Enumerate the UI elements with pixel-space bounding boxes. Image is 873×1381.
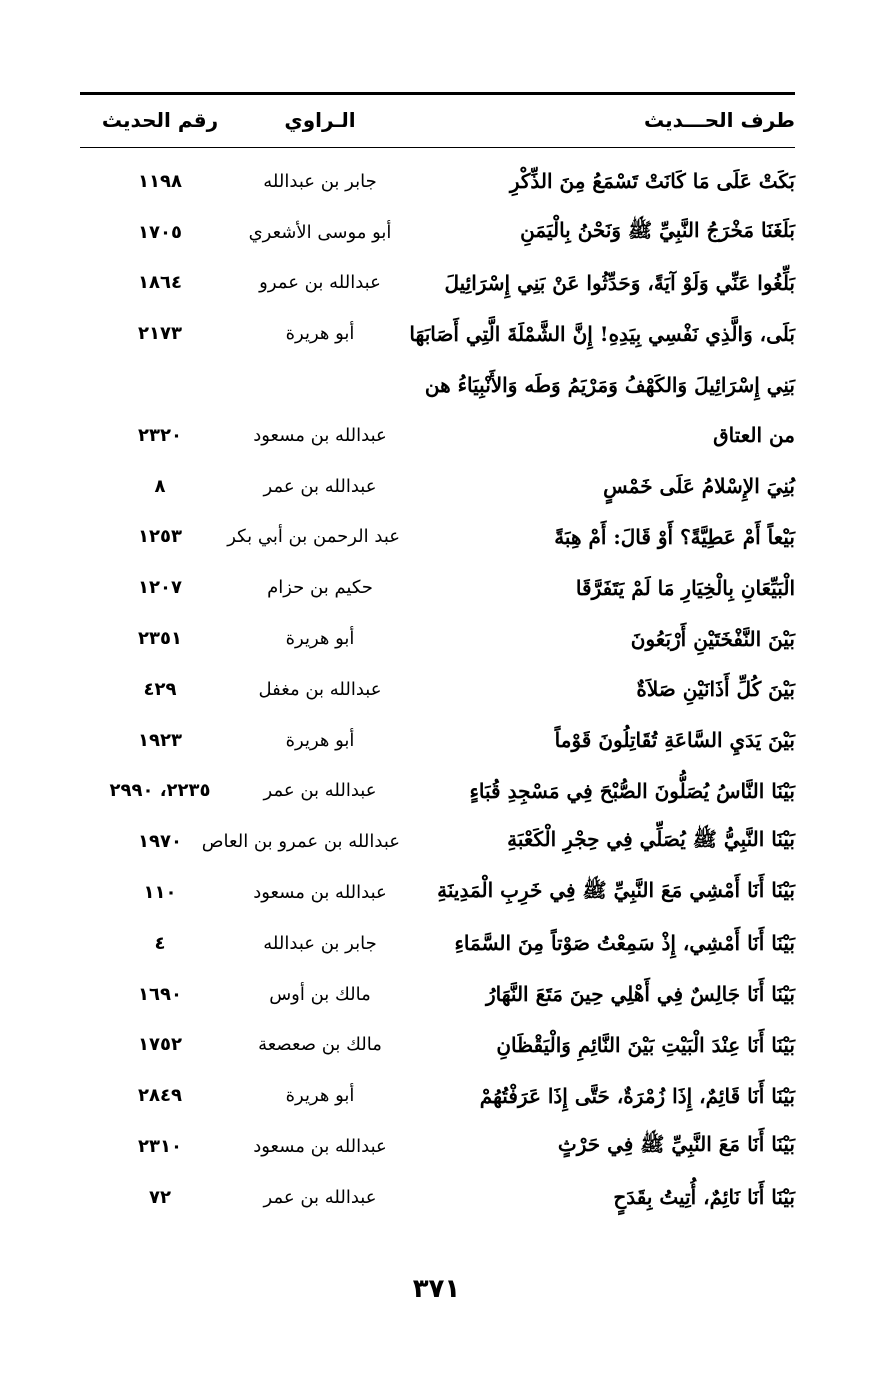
hadith-number: ١١٠ (143, 882, 177, 904)
table-row (80, 766, 795, 817)
hadith-text: بَيْنَا أَنَا أَمْشِي، إِذْ سَمِعْتُ صَوْتاً مِنَ السَّمَاءِ (454, 931, 795, 956)
header-rule (80, 147, 795, 148)
table-row (80, 715, 795, 766)
hadith-text: بَيْنَا النَّاسُ يُصَلُّونَ الصُّبْحَ فِي مَسْجِدِ قُبَاءٍ (469, 778, 795, 803)
header-number: رقم الحديث (101, 108, 219, 132)
narrator-name: عبدالله بن عمرو (259, 272, 381, 294)
narrator-name: عبد الرحمن بن أبي بكر (227, 526, 400, 548)
hadith-number: ١٧٠٥ (138, 221, 182, 243)
hadith-number: ١٩٢٣ (138, 729, 182, 751)
hadith-number: ١٢٥٣ (138, 526, 182, 548)
table-row (80, 207, 795, 258)
hadith-number: ١٧٥٢ (138, 1034, 182, 1056)
narrator-name: عبدالله بن مسعود (253, 882, 387, 904)
hadith-text: بَيْنَا أَنَا عِنْدَ الْبَيْتِ بَيْنَ النَّائِمِ وَالْيَقْظَانِ (496, 1032, 795, 1057)
hadith-number: ٢١٧٣ (138, 323, 182, 345)
table-row (80, 664, 795, 715)
hadith-number: ٢٣٢٠ (138, 424, 182, 446)
narrator-name: أبو هريرة (285, 628, 355, 650)
hadith-text: بَيْنَ يَدَيِ السَّاعَةِ تُقَاتِلُونَ قَوْماً (554, 728, 795, 753)
table-row (80, 918, 795, 969)
hadith-number: ٨ (154, 475, 166, 497)
hadith-number: ١٦٩٠ (138, 983, 182, 1005)
hadith-number: ٢٨٤٩ (138, 1085, 182, 1107)
narrator-name: أبو هريرة (285, 323, 355, 345)
narrator-name: عبدالله بن مسعود (253, 1136, 387, 1158)
table-row (80, 258, 795, 309)
hadith-text: بَيْنَا أَنَا نَائِمٌ، أُتِيتُ بِقَدَحٍ (613, 1185, 795, 1210)
hadith-text: بَيْنَا أَنَا قَائِمٌ، إِذَا زُمْرَةٌ، حَتَّى إِذَا عَرَفْتُهُمْ (479, 1083, 795, 1108)
hadith-text: بَيْنَ النَّفْخَتَيْنِ أَرْبَعُونَ (630, 626, 795, 651)
hadith-number: ٤٢٩ (143, 678, 177, 700)
narrator-name: حكيم بن حزام (267, 577, 373, 599)
top-rule (80, 92, 795, 95)
index-page (80, 92, 795, 1212)
table-row (80, 512, 795, 563)
hadith-text: بَيْنَا أَنَا جَالِسٌ فِي أَهْلِي حِينَ مَتَعَ النَّهَارُ (485, 982, 795, 1007)
table-row (80, 1020, 795, 1071)
table-row (80, 969, 795, 1020)
hadith-text: الْبَيِّعَانِ بِالْخِيَارِ مَا لَمْ يَتَفَرَّقَا (575, 575, 795, 600)
narrator-name: عبدالله بن عمر (263, 1186, 377, 1208)
table-row (80, 156, 795, 207)
hadith-text: بَيْنَا أَنَا أَمْشِي مَعَ النَّبِيِّ ﷺ فِي خَرِبِ الْمَدِينَةِ (437, 878, 795, 903)
table-row (80, 1121, 795, 1172)
table-row (80, 410, 795, 461)
hadith-number: ٢٣١٠ (138, 1136, 182, 1158)
page-number: ٣٧١ (412, 1274, 461, 1304)
hadith-number: ٤ (154, 932, 166, 954)
table-row (80, 1172, 795, 1223)
narrator-name: عبدالله بن عمر (263, 475, 377, 497)
table-row (80, 1070, 795, 1121)
table-row (80, 562, 795, 613)
hadith-text: من العتاق (713, 423, 795, 448)
hadith-number: ١٨٦٤ (138, 272, 182, 294)
narrator-name: عبدالله بن عمر (263, 780, 377, 802)
table-header (80, 108, 795, 144)
header-narrator: الـراوي (284, 108, 356, 132)
narrator-name: مالك بن صعصعة (258, 1034, 382, 1056)
hadith-text: بَيْعاً أَمْ عَطِيَّةً؟ أَوْ قَالَ: أَمْ هِبَةً (554, 524, 795, 549)
hadith-number: ١٩٧٠ (138, 831, 182, 853)
hadith-text: بَيْنَا النَّبِيُّ ﷺ يُصَلِّي فِي حِجْرِ الْكَعْبَةِ (507, 827, 795, 852)
hadith-text: بَيْنَا أَنَا مَعَ النَّبِيِّ ﷺ فِي حَرْثٍ (557, 1132, 795, 1157)
hadith-text: بَكَتْ عَلَى مَا كَانَتْ تَسْمَعُ مِنَ الذِّكْرِ (509, 169, 795, 194)
table-row (80, 308, 795, 359)
hadith-text: بَيْنَ كُلِّ أَذَانَيْنِ صَلاَةٌ (636, 677, 795, 702)
table-row (80, 867, 795, 918)
hadith-number: ١٢٠٧ (138, 577, 182, 599)
hadith-text: بَلَغَنَا مَخْرَجُ النَّبِيِّ ﷺ وَنَحْنُ بِالْيَمَنِ (520, 217, 795, 242)
narrator-name: عبدالله بن مغفل (258, 678, 382, 700)
hadith-text: بُنِيَ الإِسْلامُ عَلَى خَمْسٍ (603, 474, 795, 499)
narrator-name: عبدالله بن عمرو بن العاص (201, 831, 400, 853)
table-body (80, 156, 795, 1223)
narrator-name: جابر بن عبدالله (263, 932, 377, 954)
narrator-name: أبو هريرة (285, 1085, 355, 1107)
hadith-number: ٢٢٣٥، ٢٩٩٠ (109, 780, 211, 802)
narrator-name: عبدالله بن مسعود (253, 424, 387, 446)
narrator-name: مالك بن أوس (269, 983, 371, 1005)
narrator-name: جابر بن عبدالله (263, 170, 377, 192)
table-row (80, 613, 795, 664)
table-row (80, 816, 795, 867)
hadith-number: ١١٩٨ (138, 170, 182, 192)
narrator-name: أبو موسى الأشعري (248, 221, 392, 243)
hadith-text: بَلَى، وَالَّذِي نَفْسِي بِيَدِهِ! إِنَّ الشَّمْلَةَ الَّتِي أَصَابَهَا (409, 321, 795, 346)
table-row (80, 359, 795, 410)
hadith-text: بَلِّغُوا عَنِّي وَلَوْ آيَةً، وَحَدِّثُوا عَنْ بَنِي إِسْرَائِيلَ (444, 270, 795, 295)
hadith-number: ٢٣٥١ (138, 628, 182, 650)
hadith-text: بَنِي إِسْرَائِيلَ وَالكَهْفُ وَمَرْيَمُ وَطَه وَالأَنْبِيَاءُ هن (424, 372, 795, 397)
hadith-number: ٧٢ (149, 1186, 171, 1208)
header-hadith: طرف الحـــديث (644, 108, 795, 132)
table-row (80, 461, 795, 512)
narrator-name: أبو هريرة (285, 729, 355, 751)
